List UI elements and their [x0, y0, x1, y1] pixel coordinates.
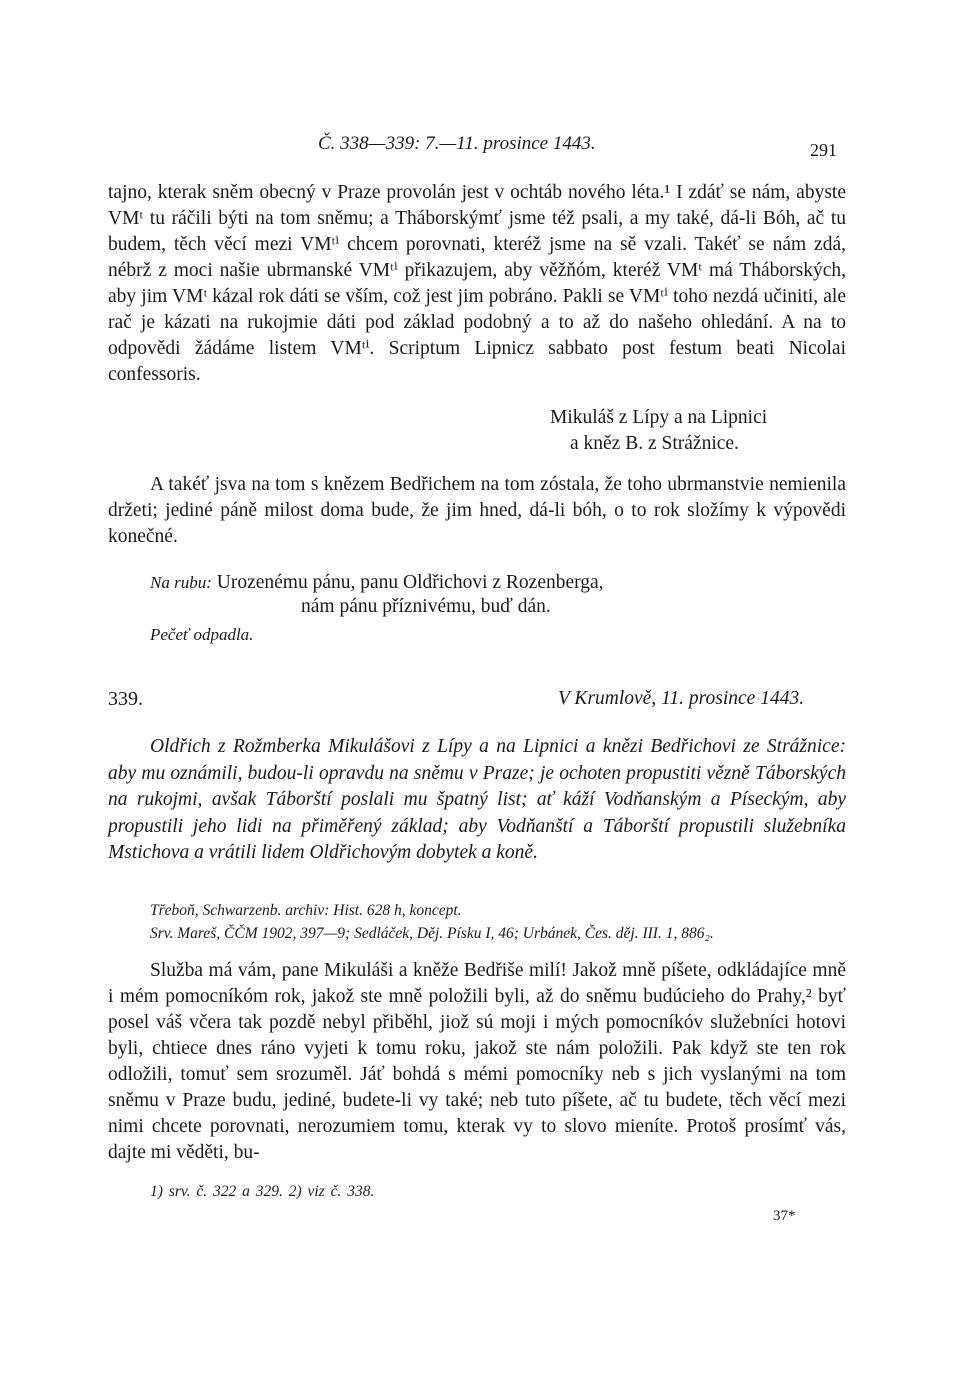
seal-note: Pečeť odpadla.: [150, 625, 254, 644]
running-head: Č. 338—339: 7.—11. prosince 1443.: [318, 133, 596, 154]
letter-paragraph-1: tajno, kterak sněm obecný v Praze provolán jest v ochtáb nového léta.¹ I zdáť se nám, abyste VMᵗ tu ráčili býti na tom sněmu; a Tháborskýmť jsme též psali, a my také, dá-li Bóh, ač tu budem, těch věcí mezi VMᵗⁱ chcem porovnati, kteréž jsme na sě vzali. Takéť se nám zdá, nébrž z moci našie ubrmanské VMᵗⁱ přikazujem, aby věžňóm, kteréž VMᵗ má Tháborských, aby jim VMᵗ kázal rok dáti se vším, což jest jim pobráno. Pakli se VMᵗⁱ toho nezdá učiniti, ale rač je kázati na rukojmie dáti pod základ podobný a to až do našeho ohledání. A na to odpovědi žádáme listem VMᵗⁱ. Scriptum Lipnicz sabbato post festum beati Nicolai confessoris.: [108, 182, 846, 385]
postscript-paragraph: A takéť jsva na tom s knězem Bedřichem na tom zóstala, že toho ubrmanstvie nemienila držeti; jediné páně milost doma bude, že jim hned, dá-li bóh, o to rok složímy k výpovědi konečné.: [108, 474, 846, 547]
verso-label: Na rubu:: [150, 573, 212, 592]
signature-line-1: Mikuláš z Lípy a na Lipnici: [550, 407, 768, 428]
verso-line-2: nám pánu příznivému, buď dán.: [301, 596, 551, 617]
source-references: Srv. Mareš, ČČM 1902, 397—9; Sedláček, Děj. Písku I, 46; Urbánek, Čes. děj. III. 1, 886₂.: [150, 925, 714, 942]
verso-line-1: Urozenému pánu, panu Oldřichovi z Rozenberga,: [216, 572, 604, 593]
verso-address: [150, 570, 604, 596]
document-place-date: V Krumlově, 11. prosince 1443.: [558, 688, 805, 709]
regest-summary: Oldřich z Rožmberka Mikulášovi z Lípy a na Lipnici a knězi Bedřichovi ze Strážnice: aby mu oznámili, budou-li opravdu na sněmu v Praze; je ochoten propustiti vězně Táborských na rukojmi, avšak Táborští poslali mu špatný list; ať káží Vodňanským a Píseckým, aby propustili jeho lidi na přiměřený základ; aby Vodňanští a Táborští propustili služebníka Mstichova a vrátili lidem Oldřichovým dobytek a koně.: [108, 736, 846, 863]
footnotes: 1) srv. č. 322 a 329. 2) viz č. 338.: [150, 1183, 375, 1200]
source-archive: Třeboň, Schwarzenb. archiv: Hist. 628 h, koncept.: [150, 902, 462, 919]
document-number: 339.: [108, 688, 143, 710]
page-number: 291: [810, 140, 837, 160]
signature-line-2: a kněz B. z Strážnice.: [570, 433, 739, 454]
letter-paragraph-2: Služba má vám, pane Mikuláši a kněže Bedřiše milí! Jakož mně píšete, odkládajíce mně i mém pomocníkóm rok, jakož ste mně položili byli, až do sněmu budúcieho do Prahy,² byť posel váš včera tak pozdě nebyl přiběhl, jiož sú moji i mých pomocníkóv služebníci hotovi byli, chtiece dnes ráno vyjeti k tomu roku, jakož ste nám položili. Pak když ste ten rok odložili, tomuť sem srozuměl. Jáť bohdá s mémi pomocníky neb s jich vyslanými na tom sněmu v Praze budu, jediné, budete-li vy také; neb tuto píšete, ač tu budete, těch věcí mezi nimi chcete porovnati, nerozumiem tomu, kterak vy to slovo mieníte. Protoš prosímť vás, dajte mi věděti, bu-: [108, 960, 846, 1163]
sheet-signature-mark: 37*: [773, 1208, 796, 1224]
